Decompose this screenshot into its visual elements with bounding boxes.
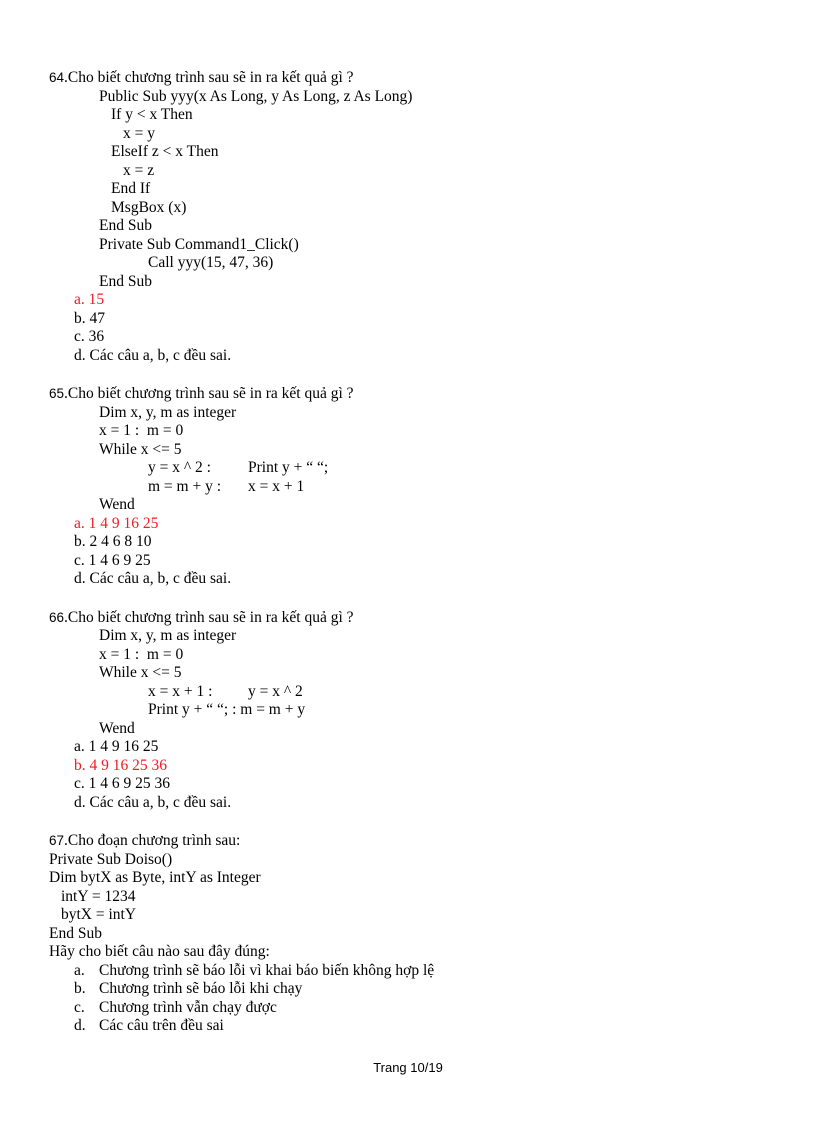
question-number: 67 <box>49 833 65 848</box>
answer-option: c. 36 <box>74 328 105 345</box>
option-letter: d. <box>74 1017 86 1034</box>
code-line: Private Sub Command1_Click() <box>99 236 299 253</box>
code-line: Print y + “ “; : m = m + y <box>148 701 306 718</box>
question-67-heading <box>49 832 240 850</box>
question-prompt: .Cho biết chương trình sau sẽ in ra kết quả gì ? <box>64 385 354 402</box>
answer-option: d. Các câu a, b, c đều sai. <box>74 570 232 587</box>
question-prompt: .Cho đoạn chương trình sau: <box>64 832 241 849</box>
code-line: While x <= 5 <box>99 664 182 681</box>
code-line: m = m + y : <box>148 478 222 495</box>
answer-option-correct: b. 4 9 16 25 36 <box>74 757 167 774</box>
code-line: bytX = intY <box>61 906 137 923</box>
code-line: Call yyy(15, 47, 36) <box>148 254 274 271</box>
code-line: y = x ^ 2 : <box>148 459 211 476</box>
code-line: End If <box>111 180 151 197</box>
code-line: Dim bytX as Byte, intY as Integer <box>49 869 261 886</box>
code-line: x = 1 : m = 0 <box>99 646 184 663</box>
option-letter: c. <box>74 999 85 1016</box>
code-line: End Sub <box>99 217 152 234</box>
question-prompt: .Cho biết chương trình sau sẽ in ra kết quả gì ? <box>64 609 354 626</box>
question-64-heading <box>49 69 354 87</box>
question-number: 66 <box>49 610 65 625</box>
answer-option: c. 1 4 6 9 25 36 <box>74 775 171 792</box>
answer-option: b. 2 4 6 8 10 <box>74 533 152 550</box>
code-line: If y < x Then <box>111 106 193 123</box>
option-text: Chương trình vẫn chạy được <box>99 999 277 1016</box>
answer-option: d. Các câu a, b, c đều sai. <box>74 794 232 811</box>
option-text: Chương trình sẽ báo lỗi khi chạy <box>99 980 303 997</box>
answer-option: a. 1 4 9 16 25 <box>74 738 159 755</box>
question-prompt: .Cho biết chương trình sau sẽ in ra kết quả gì ? <box>64 69 354 86</box>
code-line: x = z <box>123 162 155 179</box>
option-letter: b. <box>74 980 86 997</box>
code-line: End Sub <box>99 273 152 290</box>
code-line: x = x + 1 <box>248 478 305 495</box>
page-number-footer: Trang 10/19 <box>373 1060 443 1075</box>
code-line: ElseIf z < x Then <box>111 143 219 160</box>
code-line: Wend <box>99 496 135 513</box>
code-line: Public Sub yyy(x As Long, y As Long, z As Long) <box>99 88 413 105</box>
question-ask: Hãy cho biết câu nào sau đây đúng: <box>49 943 270 960</box>
code-line: x = y <box>123 125 155 142</box>
question-66-heading <box>49 609 354 627</box>
question-65-heading <box>49 385 354 403</box>
answer-option: d. Các câu a, b, c đều sai. <box>74 347 232 364</box>
code-line: While x <= 5 <box>99 441 182 458</box>
answer-option: c. 1 4 6 9 25 <box>74 552 151 569</box>
answer-option-correct: a. 15 <box>74 291 105 308</box>
answer-option-correct: a. 1 4 9 16 25 <box>74 515 159 532</box>
option-text: Chương trình sẽ báo lỗi vì khai báo biến không hợp lệ <box>99 962 435 979</box>
question-number: 64 <box>49 70 65 85</box>
question-number: 65 <box>49 386 65 401</box>
code-line: Dim x, y, m as integer <box>99 404 237 421</box>
code-line: End Sub <box>49 925 102 942</box>
code-line: intY = 1234 <box>61 888 136 905</box>
code-line: Print y + “ “; <box>248 459 329 476</box>
code-line: y = x ^ 2 <box>248 683 303 700</box>
option-text: Các câu trên đều sai <box>99 1017 224 1034</box>
code-line: MsgBox (x) <box>111 199 187 216</box>
code-line: Wend <box>99 720 135 737</box>
code-line: Dim x, y, m as integer <box>99 627 237 644</box>
option-letter: a. <box>74 962 85 979</box>
code-line: x = 1 : m = 0 <box>99 422 184 439</box>
answer-option: b. 47 <box>74 310 105 327</box>
code-line: x = x + 1 : <box>148 683 213 700</box>
code-line: Private Sub Doiso() <box>49 851 173 868</box>
